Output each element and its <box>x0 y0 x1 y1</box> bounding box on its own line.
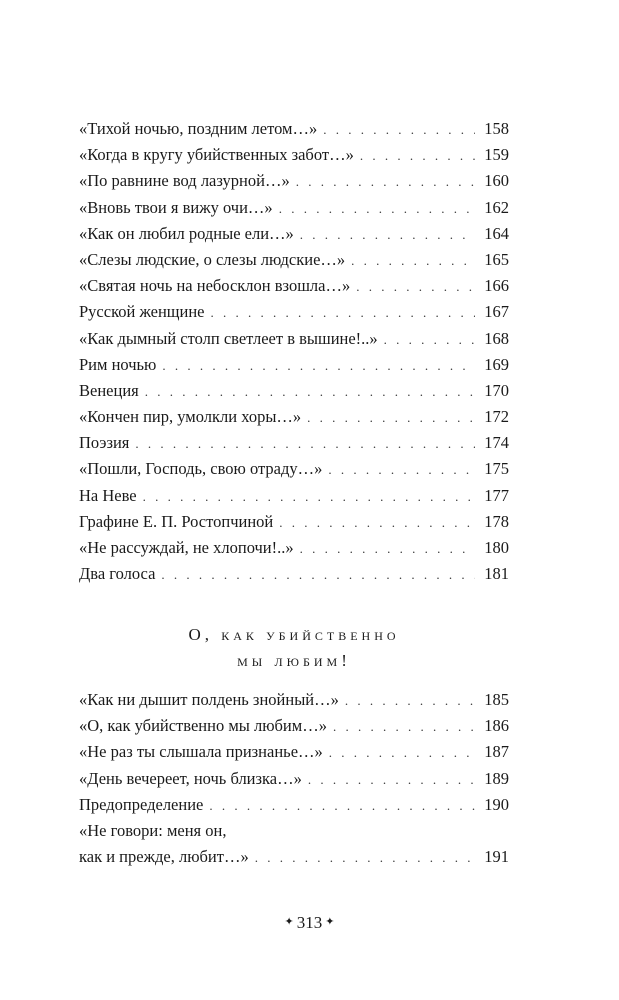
toc-entry-page: 159 <box>484 145 509 165</box>
toc-entry[interactable] <box>79 352 509 378</box>
toc-entry-page: 162 <box>484 197 509 217</box>
toc-entry[interactable] <box>79 456 509 482</box>
toc-entry-page: 191 <box>484 847 509 867</box>
dot-leader <box>162 353 475 379</box>
toc-entry[interactable] <box>79 509 509 535</box>
toc-entry-page: 187 <box>484 742 509 762</box>
toc-entry[interactable] <box>79 792 509 818</box>
toc-entry-title: Русской женщине <box>79 302 205 322</box>
toc-entry[interactable] <box>79 142 509 168</box>
toc-entry[interactable] <box>79 116 509 142</box>
toc-entry-page: 165 <box>484 249 509 269</box>
toc-entry-page: 189 <box>484 768 509 788</box>
toc-entry[interactable] <box>79 299 509 325</box>
toc-entry-title: Графине Е. П. Ростопчиной <box>79 511 274 531</box>
toc-entry[interactable] <box>79 739 509 765</box>
dot-leader <box>279 510 475 536</box>
toc-entry[interactable] <box>79 561 509 587</box>
toc-entry-page: 177 <box>484 485 509 505</box>
toc-entry[interactable] <box>79 687 509 713</box>
toc-entry-page: 169 <box>484 354 509 374</box>
dot-leader <box>209 793 475 819</box>
dot-leader <box>300 222 475 248</box>
toc-entry-multiline[interactable] <box>79 818 509 870</box>
dot-leader <box>145 379 475 405</box>
toc-entry[interactable] <box>79 221 509 247</box>
toc-entry[interactable] <box>79 430 509 456</box>
toc-entry-title-line-1: «Не говори: меня он, <box>79 820 227 840</box>
toc-entry-page: 180 <box>484 538 509 557</box>
dot-leader <box>333 714 475 740</box>
toc-entry-title: «Святая ночь на небосклон взошла…» <box>79 276 351 296</box>
page-number-footer <box>0 912 619 935</box>
toc-entry[interactable] <box>79 195 509 221</box>
toc-entry[interactable] <box>79 713 509 739</box>
dot-leader <box>307 405 475 431</box>
dot-leader <box>308 767 475 793</box>
toc-entry[interactable] <box>79 378 509 404</box>
toc-entry-title: «Когда в кругу убийственных забот…» <box>79 145 354 165</box>
section-heading-line-2: мы любим! <box>237 651 351 670</box>
toc-entry-title: «Пошли, Господь, свою отраду…» <box>79 459 323 479</box>
toc-entry-title: «Кончен пир, умолкли хоры…» <box>79 407 302 427</box>
toc-entry-page: 167 <box>484 302 509 322</box>
dot-leader <box>384 327 475 353</box>
diamond-ornament-left-icon: ✦ <box>284 916 294 929</box>
toc-entry-title: Венеция <box>79 380 139 400</box>
section-heading <box>79 622 509 674</box>
toc-entry-page: 158 <box>484 119 509 138</box>
toc-entry-page: 186 <box>484 716 509 736</box>
toc-entry-title: На Неве <box>79 485 137 505</box>
toc-entry-page: 160 <box>484 171 509 191</box>
toc-entry-title-line-2: как и прежде, любит…» <box>79 847 249 867</box>
dot-leader <box>161 562 475 588</box>
toc-entry-page: 175 <box>484 459 509 479</box>
toc-entry-title: «О, как убийственно мы любим…» <box>79 716 327 736</box>
dot-leader <box>279 196 475 222</box>
toc-entry-page: 185 <box>484 690 509 709</box>
toc-entry-title: Рим ночью <box>79 354 157 374</box>
dot-leader <box>351 248 475 274</box>
dot-leader <box>210 300 475 326</box>
toc-entry-page: 164 <box>484 223 509 243</box>
toc-entry-page: 174 <box>484 433 509 453</box>
toc-entry-title: «По равнине вод лазурной…» <box>79 171 290 191</box>
dot-leader <box>356 274 475 300</box>
toc-entry-title: Поэзия <box>79 433 130 453</box>
dot-leader <box>328 457 475 483</box>
toc-entry-page: 178 <box>484 511 509 531</box>
dot-leader <box>255 845 475 871</box>
toc-entry-title: «Тихой ночью, поздним летом…» <box>79 119 318 138</box>
dot-leader <box>135 431 475 457</box>
toc-entry-title: «Вновь твои я вижу очи…» <box>79 197 273 217</box>
toc-entry-title: «Как он любил родные ели…» <box>79 223 294 243</box>
toc-entry-page: 190 <box>484 794 509 814</box>
dot-leader <box>143 484 475 510</box>
dot-leader <box>323 117 475 143</box>
toc-entry-title: «Слезы людские, о слезы людские…» <box>79 249 346 269</box>
toc-entry-page: 166 <box>484 276 509 296</box>
toc-entry-page: 168 <box>484 328 509 348</box>
toc-entry[interactable] <box>79 404 509 430</box>
toc-entry-title: «Как ни дышит полдень знойный…» <box>79 690 339 709</box>
dot-leader <box>300 536 475 562</box>
diamond-ornament-right-icon: ✦ <box>325 916 335 929</box>
toc-entry-title: «День вечереет, ночь близка…» <box>79 768 302 788</box>
toc-entry[interactable] <box>79 168 509 194</box>
toc-entry-title: Предопределение <box>79 794 204 814</box>
table-of-contents-part-1 <box>79 116 509 587</box>
dot-leader <box>360 143 475 169</box>
toc-entry[interactable] <box>79 483 509 509</box>
toc-entry-page: 170 <box>484 380 509 400</box>
toc-entry-title: «Не раз ты слышала признанье…» <box>79 742 323 762</box>
dot-leader <box>329 740 475 766</box>
section-heading-line-1: О, как убийственно <box>188 625 400 644</box>
toc-entry[interactable] <box>79 326 509 352</box>
toc-entry-title: «Не рассуждай, не хлопочи!..» <box>79 538 294 557</box>
page-number: 313 <box>296 913 323 932</box>
toc-entry[interactable] <box>79 247 509 273</box>
toc-entry[interactable] <box>79 273 509 299</box>
dot-leader <box>345 688 475 714</box>
table-of-contents-part-2 <box>79 687 509 870</box>
dot-leader <box>296 169 475 195</box>
toc-entry-title: Два голоса <box>79 564 156 584</box>
toc-entry-page: 181 <box>484 564 509 584</box>
toc-entry-title: «Как дымный столп светлеет в вышине!..» <box>79 328 378 348</box>
toc-entry-page: 172 <box>484 407 509 427</box>
toc-entry[interactable] <box>79 535 509 561</box>
toc-entry[interactable] <box>79 766 509 792</box>
